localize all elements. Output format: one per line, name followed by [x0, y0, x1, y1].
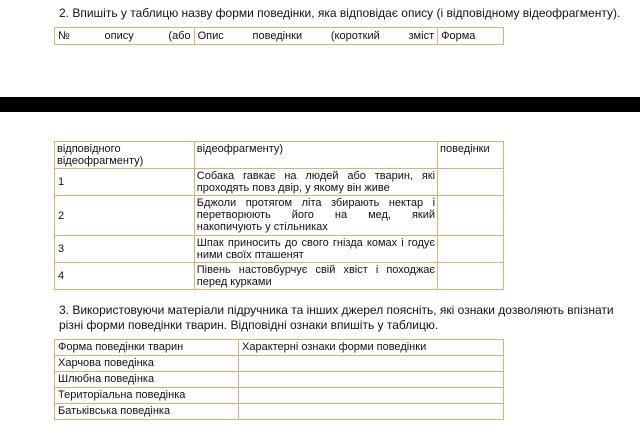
header-cell-traits: Характерні ознаки форми поведінки: [239, 340, 504, 356]
traits-input[interactable]: [239, 404, 504, 420]
row-description: [194, 236, 437, 263]
table-row: [55, 388, 504, 404]
description-line: Собака гавкає на людей або тварин, які: [196, 170, 436, 182]
header-cell-form: [438, 28, 504, 45]
task-3-instruction-line-1: 3. Використовуючи матеріали підручника та інших джерел поясніть, які ознаки дозволяють впізнати: [59, 303, 614, 317]
table-header-row: [55, 340, 504, 356]
task-3-instruction-line-2: різні форми поведінки тварин. Відповідні ознаки впишіть у таблицю.: [59, 318, 439, 332]
description-line: Бджоли протягом літа збирають нектар і: [196, 197, 436, 209]
table-row: [55, 236, 504, 263]
row-description: [194, 263, 437, 290]
header-text: зміст: [408, 30, 435, 42]
table-header-row: [55, 142, 504, 169]
page-fragment-top: [0, 0, 640, 97]
row-number: 3: [55, 236, 195, 263]
row-number: 2: [55, 196, 195, 236]
description-line: накопичують у стільниках: [196, 221, 328, 233]
description-line: Півень настовбурчує свій хвіст і походжає: [196, 264, 436, 276]
behavior-form-name: Шлюбна поведінка: [55, 372, 239, 388]
table-row: [55, 196, 504, 236]
row-number: 4: [55, 263, 195, 290]
description-line: Шпак приносить до свого гнізда комах і годує: [196, 237, 436, 249]
page-fragment-bottom: [0, 112, 640, 425]
table-row: [55, 263, 504, 290]
traits-input[interactable]: [239, 372, 504, 388]
description-line: проходять повз двір, у якому він живе: [196, 182, 390, 194]
behavior-form-name: Територіальна поведінка: [55, 388, 239, 404]
header-cell-number: [55, 28, 195, 45]
header-cell-description: відеофрагменту): [194, 142, 437, 169]
header-cell-description: [194, 28, 438, 45]
behavior-form-name: Харчова поведінка: [55, 356, 239, 372]
row-description: [194, 169, 437, 196]
task-2-header-table: [54, 27, 504, 45]
table-row: [55, 169, 504, 196]
row-form-input[interactable]: [438, 169, 504, 196]
row-number: 1: [55, 169, 195, 196]
behavior-form-name: Батьківська поведінка: [55, 404, 239, 420]
description-line: перетворюють його на мед, який: [196, 209, 436, 221]
table-row: [55, 372, 504, 388]
description-line: перед курками: [196, 276, 272, 288]
table-header-row: [55, 28, 504, 45]
table-row: [55, 356, 504, 372]
description-line: ними своїх пташенят: [196, 249, 304, 261]
header-text: поведінки: [252, 30, 303, 42]
header-text: опису: [104, 30, 134, 42]
row-form-input[interactable]: [438, 236, 504, 263]
header-cell-form: поведінки: [438, 142, 504, 169]
header-cell-number: відповідного відеофрагменту): [55, 142, 195, 169]
header-text: Форма: [441, 30, 476, 42]
header-text: Опис: [197, 30, 224, 42]
header-text: (короткий: [330, 30, 380, 42]
task-2-behavior-table: [54, 141, 504, 290]
traits-input[interactable]: [239, 388, 504, 404]
table-row: [55, 404, 504, 420]
row-description: [194, 196, 437, 236]
page-gap: [0, 97, 640, 112]
row-form-input[interactable]: [438, 196, 504, 236]
header-text: (або: [168, 30, 191, 42]
header-text: №: [58, 30, 70, 42]
traits-input[interactable]: [239, 356, 504, 372]
task-2-instruction: 2. Впишіть у таблицю назву форми поведінки, яка відповідає опису (і відповідному відеофрагменту).: [59, 6, 621, 20]
task-3-traits-table: [54, 339, 504, 420]
row-form-input[interactable]: [438, 263, 504, 290]
header-cell-behavior-form: Форма поведінки тварин: [55, 340, 239, 356]
